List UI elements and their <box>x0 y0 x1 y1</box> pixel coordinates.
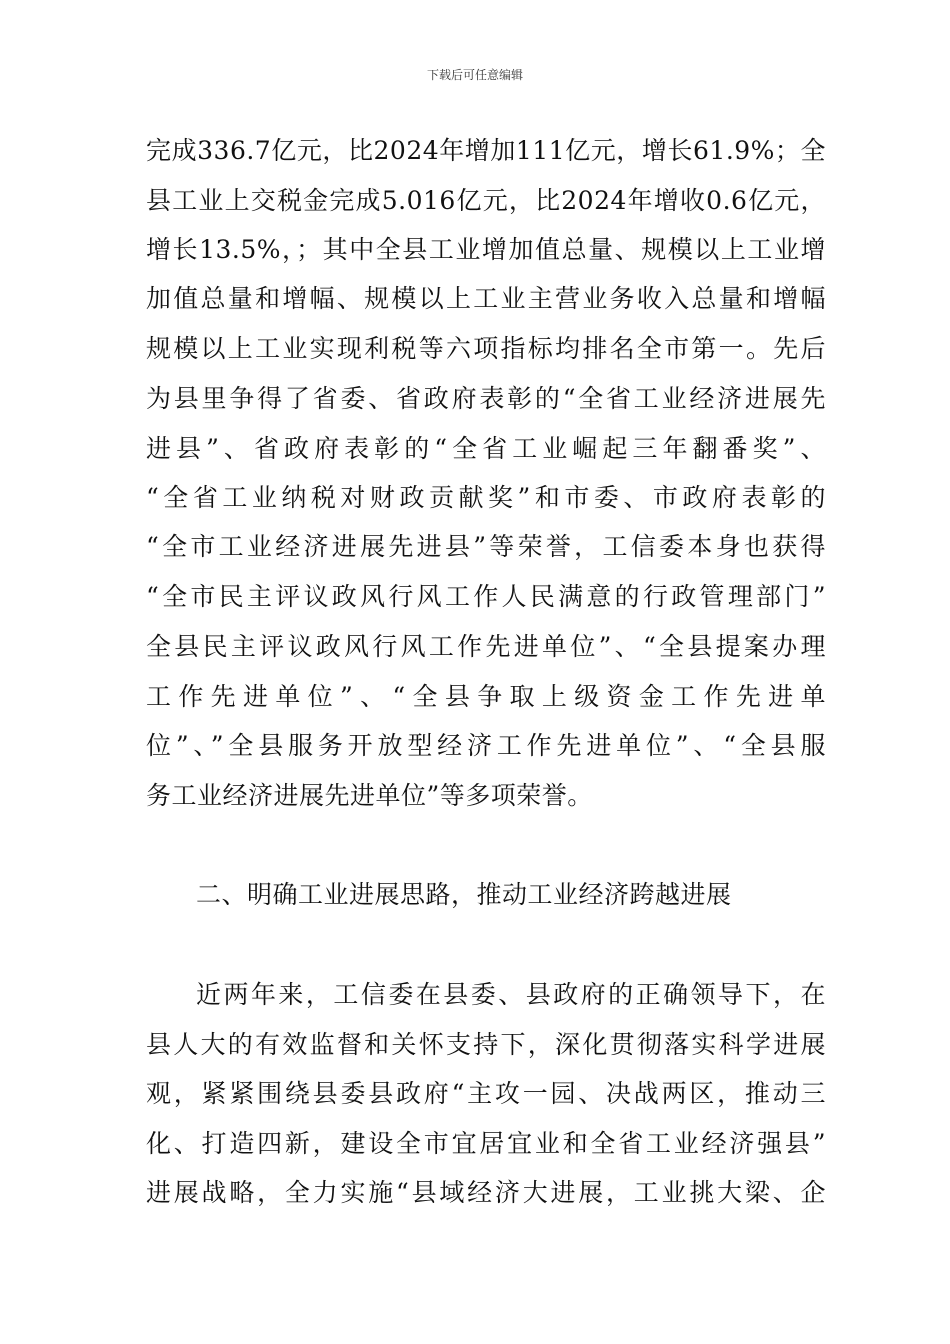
text-line: 位”、”全县服务开放型经济工作先进单位”、“全县服 <box>146 731 826 760</box>
text-line: 观，紧紧围绕县委县政府“主攻一园、决战两区，推动三 <box>146 1079 826 1108</box>
text-line: 进展战略，全力实施“县域经济大进展，工业挑大梁、企 <box>146 1178 826 1207</box>
text-line: “全省工业纳税对财政贡献奖”和市委、市政府表彰的 <box>146 483 826 512</box>
text-line: 完成336.7亿元，比2024年增加111亿元，增长61.9%；全 <box>146 136 826 165</box>
text-line: 近两年来，工信委在县委、县政府的正确领导下，在 <box>196 980 826 1009</box>
text-line: 县工业上交税金完成5.016亿元，比2024年增收0.6亿元， <box>146 186 826 215</box>
text-line: 规模以上工业实现利税等六项指标均排名全市第一。先后 <box>146 334 826 363</box>
header-note: 下载后可任意编辑 <box>426 68 523 82</box>
text-line: 县人大的有效监督和关怀支持下，深化贯彻落实科学进展 <box>146 1030 826 1059</box>
text-line: 进县”、省政府表彰的“全省工业崛起三年翻番奖”、 <box>146 434 826 463</box>
text-line: 工作先进单位”、“全县争取上级资金工作先进单 <box>146 682 826 711</box>
text-line: 增长13.5%，；其中全县工业增加值总量、规模以上工业增 <box>146 235 826 264</box>
section-heading: 二、明确工业进展思路，推动工业经济跨越进展 <box>196 880 732 909</box>
text-line: 全县民主评议政风行风工作先进单位”、“全县提案办理 <box>146 632 826 661</box>
text-line: 务工业经济进展先进单位”等多项荣誉。 <box>146 781 593 810</box>
text-line: 为县里争得了省委、省政府表彰的“全省工业经济进展先 <box>146 384 826 413</box>
text-line: “全市工业经济进展先进县”等荣誉，工信委本身也获得 <box>146 532 826 561</box>
text-line: “全市民主评议政风行风工作人民满意的行政管理部门” <box>146 582 826 611</box>
text-line: 化、打造四新，建设全市宜居宜业和全省工业经济强县” <box>146 1129 826 1158</box>
text-line: 加值总量和增幅、规模以上工业主营业务收入总量和增幅 <box>146 284 826 313</box>
